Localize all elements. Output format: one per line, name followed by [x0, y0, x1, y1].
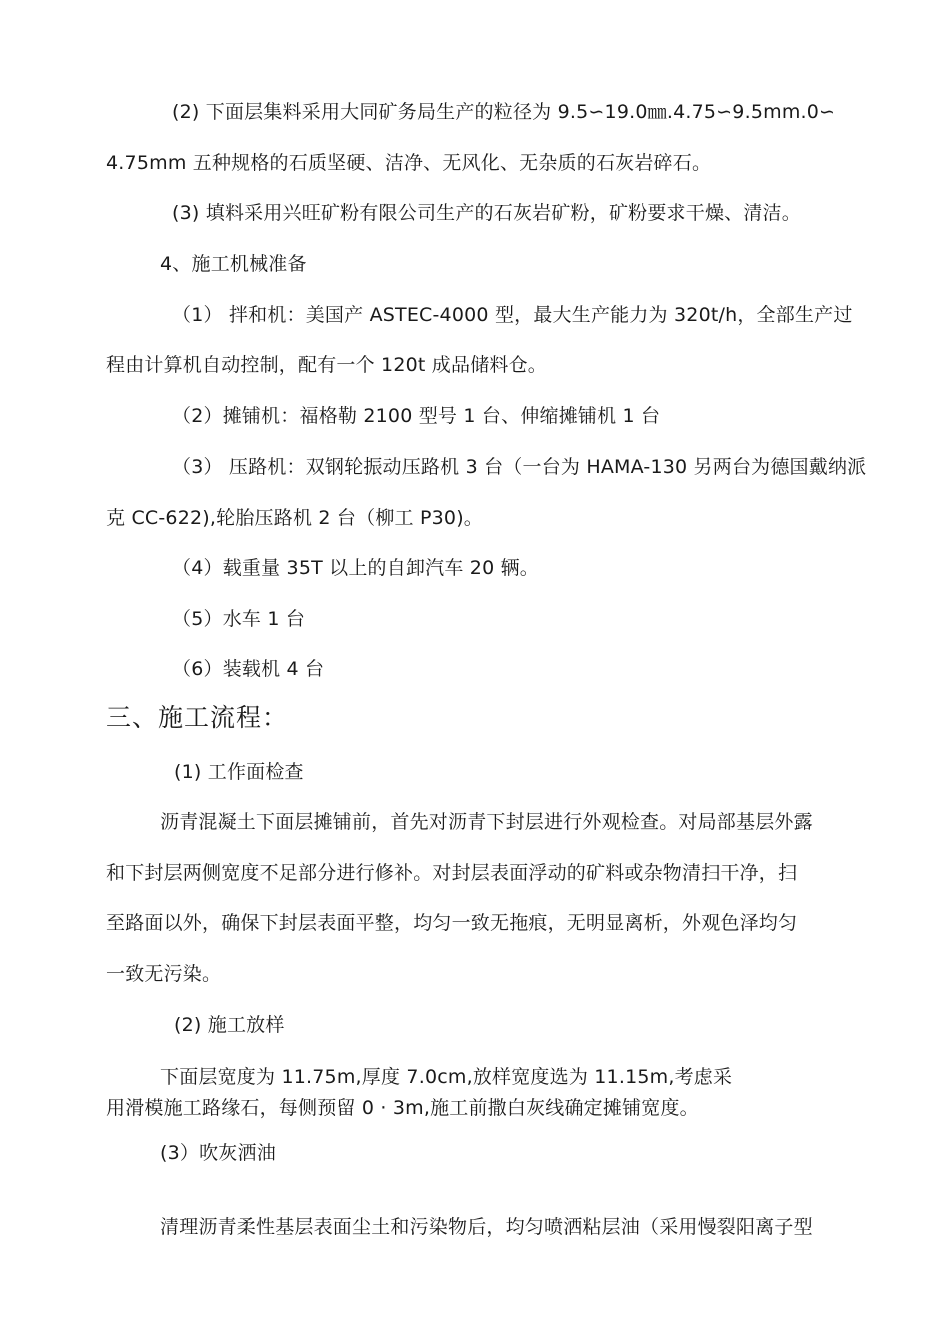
paragraph-spray-line-1: 清理沥青柔性基层表面尘土和污染物后，均匀喷洒粘层油（采用慢裂阳离子型	[160, 1216, 813, 1238]
item-water-truck: （5）水车 1 台	[172, 608, 306, 630]
paragraph-layout-line-2: 用滑模施工路缘石，每侧预留 0 · 3m,施工前撒白灰线确定摊铺宽度。	[106, 1097, 699, 1119]
section-machinery-title: 4、施工机械准备	[160, 253, 307, 275]
section-process-heading: 三、施工流程：	[106, 703, 289, 732]
paragraph-layout-line-1: 下面层宽度为 11.75m,厚度 7.0cm,放样宽度选为 11.15m,考虑采	[160, 1066, 733, 1088]
subsection-layout: (2) 施工放样	[174, 1014, 285, 1036]
paragraph-check-line-2: 和下封层两侧宽度不足部分进行修补。对封层表面浮动的矿料或杂物清扫干净，扫	[106, 862, 798, 884]
item-roller-line-2: 克 CC-622),轮胎压路机 2 台（柳工 P30)。	[106, 507, 484, 529]
item-roller-line-1: （3） 压路机：双钢轮振动压路机 3 台（一台为 HAMA-130 另两台为德国戴纳派	[172, 456, 867, 478]
paragraph-check-line-4: 一致无污染。	[106, 963, 222, 985]
paragraph-filler: (3) 填料采用兴旺矿粉有限公司生产的石灰岩矿粉，矿粉要求干燥、清洁。	[172, 202, 801, 224]
subsection-blow-spray: (3）吹灰洒油	[160, 1142, 276, 1164]
paragraph-check-line-3: 至路面以外，确保下封层表面平整，均匀一致无拖痕，无明显离析，外观色泽均匀	[106, 912, 798, 934]
item-mixer-line-1: （1） 拌和机：美国产 ASTEC-4000 型，最大生产能力为 320t/h，全部生产过	[172, 304, 853, 326]
paragraph-aggregate-line-2: 4.75mm 五种规格的石质坚硬、洁净、无风化、无杂质的石灰岩碎石。	[106, 152, 712, 174]
paragraph-aggregate-line-1: (2) 下面层集料采用大同矿务局生产的粒径为 9.5∽19.0㎜.4.75∽9.5mm.0∽	[172, 101, 836, 123]
subsection-surface-check: (1) 工作面检查	[174, 761, 304, 783]
item-paver: （2）摊铺机：福格勒 2100 型号 1 台、伸缩摊铺机 1 台	[172, 405, 661, 427]
item-dump-truck: （4）载重量 35T 以上的自卸汽车 20 辆。	[172, 557, 540, 579]
paragraph-check-line-1: 沥青混凝土下面层摊铺前，首先对沥青下封层进行外观检查。对局部基层外露	[160, 811, 813, 833]
item-mixer-line-2: 程由计算机自动控制，配有一个 120t 成品储料仓。	[106, 354, 547, 376]
item-loader: （6）装载机 4 台	[172, 658, 325, 680]
